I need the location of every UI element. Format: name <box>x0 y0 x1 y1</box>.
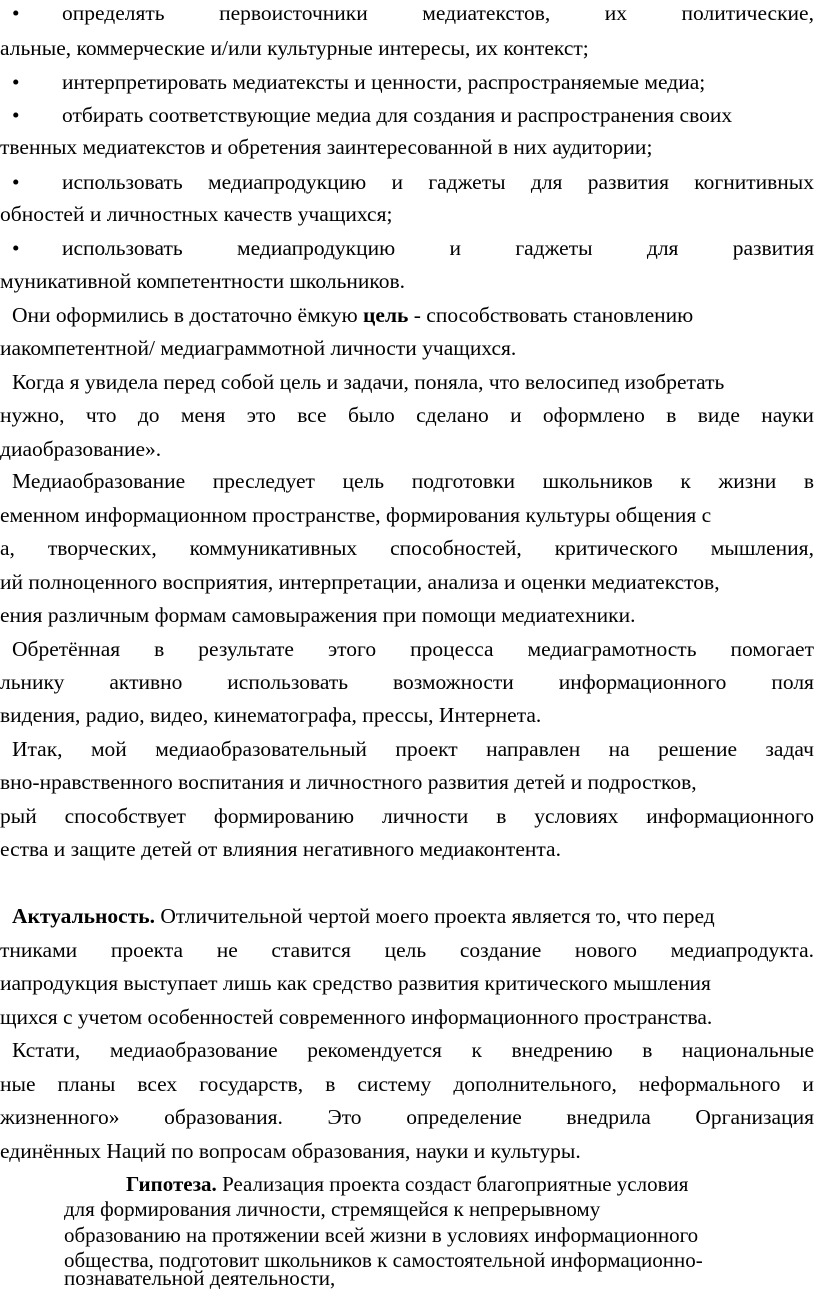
relevance-line-2: тниками проекта не ставится цель создание нового медиапродукта. <box>0 938 814 962</box>
bullet-5-line-1: использовать медиапродукцию и гаджеты для развития <box>62 236 814 260</box>
paragraph-3-line-2: еменном информационном пространстве, формирования культуры общения с <box>0 503 712 527</box>
paragraph-2-line-2: нужно, что до меня это все было сделано и оформлено в виде науки <box>0 403 814 427</box>
bullet-icon: • <box>12 1 20 25</box>
paragraph-7-line-2: ные планы всех государств, в систему дополнительного, неформального и <box>0 1072 814 1096</box>
hypothesis-heading: Гипотеза. <box>126 1172 217 1196</box>
paragraph-5-line-3: рый способствует формированию личности в условиях информационного <box>0 804 814 828</box>
bullet-5-line-2: муникативной компетентности школьников. <box>0 269 406 293</box>
hypothesis-line-2: для формирования личности, стремящейся к непрерывному <box>64 1197 601 1221</box>
paragraph-goal-line-1: Они оформились в достаточно ёмкую цель - способствовать становлению <box>12 303 694 327</box>
paragraph-7-line-3: жизненного» образования. Это определение внедрила Организация <box>0 1105 814 1129</box>
hypothesis-line-5: познавательной деятельности, <box>64 1266 336 1290</box>
paragraph-goal-line-2: иакомпетентной/ медиаграммотной личности учащихся. <box>0 336 517 360</box>
paragraph-4-line-3: видения, радио, видео, кинематографа, прессы, Интернета. <box>0 703 542 727</box>
paragraph-3-line-4: ий полноценного восприятия, интерпретации, анализа и оценки медиатекстов, <box>0 570 720 594</box>
paragraph-2-line-3: диаобразование». <box>0 437 162 461</box>
paragraph-3-line-1: Медиаобразование преследует цель подготовки школьников к жизни в <box>12 469 814 493</box>
bullet-icon: • <box>12 103 20 127</box>
paragraph-7-line-1: Кстати, медиаобразование рекомендуется к внедрению в национальные <box>12 1038 814 1062</box>
paragraph-3-line-3: а, творческих, коммуникативных способностей, критического мышления, <box>0 536 814 560</box>
relevance-line-4: щихся с учетом особенностей современного информационного пространства. <box>0 1005 713 1029</box>
goal-keyword: цель <box>363 303 409 327</box>
bullet-icon: • <box>12 170 20 194</box>
hypothesis-line-3: образованию на протяжении всей жизни в условиях информационного <box>64 1223 699 1247</box>
bullet-3-line-1: отбирать соответствующие медиа для создания и распространения своих <box>62 103 733 127</box>
relevance-line-1: Актуальность. Отличительной чертой моего проекта является то, что перед <box>12 904 715 928</box>
paragraph-7-line-4: единённых Наций по вопросам образования, науки и культуры. <box>0 1139 581 1163</box>
bullet-2-line-1: интерпретировать медиатексты и ценности, распространяемые медиа; <box>62 70 706 94</box>
bullet-3-line-2: твенных медиатекстов и обретения заинтересованной в них аудитории; <box>0 135 653 159</box>
hypothesis-line-1: Гипотеза. Реализация проекта создаст благоприятные условия <box>126 1172 689 1196</box>
bullet-1-line-1: определять первоисточники медиатекстов, их политические, <box>62 1 814 25</box>
paragraph-5-line-2: вно-нравственного воспитания и личностного развития детей и подростков, <box>0 770 697 794</box>
bullet-icon: • <box>12 236 20 260</box>
bullet-4-line-2: обностей и личностных качеств учащихся; <box>0 202 393 226</box>
paragraph-5-line-4: ества и защите детей от влияния негативного медиаконтента. <box>0 837 561 861</box>
bullet-4-line-1: использовать медиапродукцию и гаджеты для развития когнитивных <box>62 170 814 194</box>
paragraph-2-line-1: Когда я увидела перед собой цель и задачи, поняла, что велосипед изобретать <box>12 370 725 394</box>
bullet-icon: • <box>12 70 20 94</box>
paragraph-4-line-1: Обретённая в результате этого процесса медиаграмотность помогает <box>12 637 814 661</box>
paragraph-3-line-5: ения различным формам самовыражения при помощи медиатехники. <box>0 603 636 627</box>
relevance-line-3: иапродукция выступает лишь как средство развития критического мышления <box>0 971 711 995</box>
hypothesis-line-4: общества, подготовит школьников к самостоятельной информационно- <box>64 1248 703 1272</box>
bullet-1-line-2: альные, коммерческие и/или культурные интересы, их контекст; <box>0 36 589 60</box>
paragraph-5-line-1: Итак, мой медиаобразовательный проект направлен на решение задач <box>12 737 814 761</box>
paragraph-4-line-2: льнику активно использовать возможности информационного поля <box>0 670 814 694</box>
relevance-heading: Актуальность. <box>12 904 156 928</box>
